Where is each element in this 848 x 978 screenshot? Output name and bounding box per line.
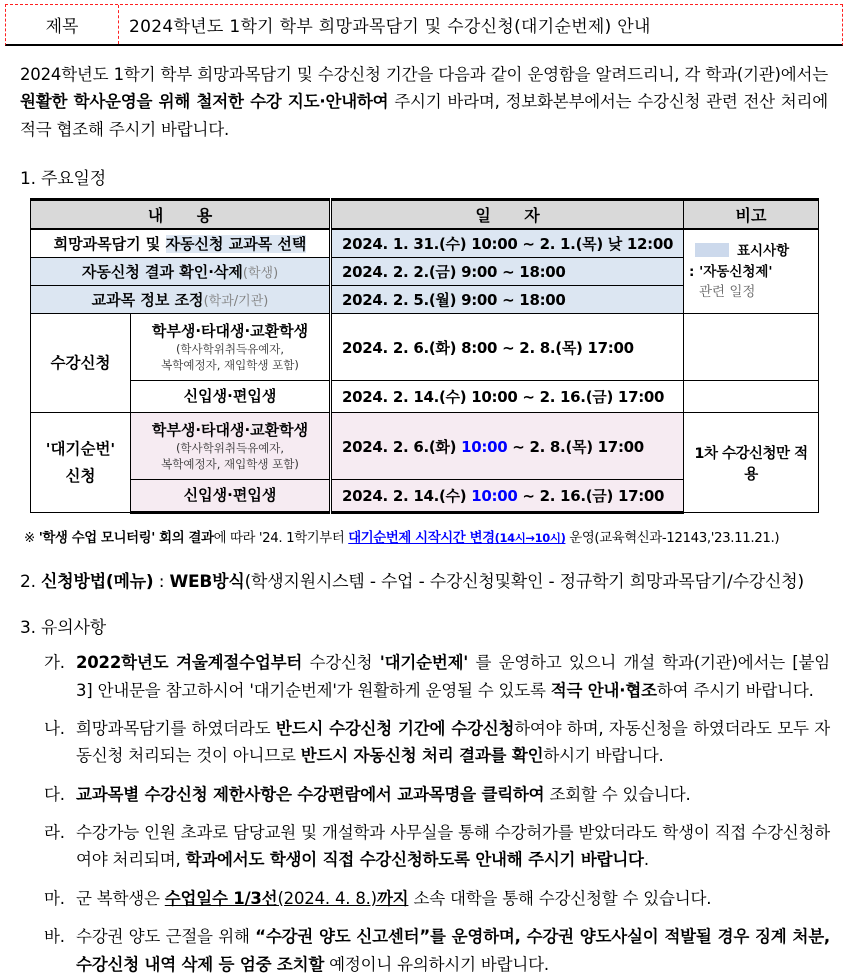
schedule-heading: 1. 주요일정 xyxy=(20,169,106,190)
table-row xyxy=(31,229,819,258)
text-segment-sub: 복학예정자, 재입학생 포함) xyxy=(161,457,299,471)
note-item-ra xyxy=(44,819,830,874)
text-segment-bold: WEB방식 xyxy=(169,572,245,593)
text-segment: 운영(교육혁신과-12143,'23.11.21.) xyxy=(565,531,780,547)
text-segment: 소속 대학을 통해 수강신청할 수 있습니다. xyxy=(408,888,712,908)
date-cell: 2024. 1. 31.(수) 10:00 ∼ 2. 1.(목) 낮 12:00 xyxy=(331,229,684,258)
item-marker: 다. xyxy=(44,784,65,804)
text-segment: 하시기 바랍니다. xyxy=(543,746,664,766)
header-date: 일 자 xyxy=(331,200,684,230)
note-line: 관련 일정 xyxy=(699,283,756,300)
title-table xyxy=(5,4,843,46)
item-text xyxy=(76,781,830,808)
table-row xyxy=(31,314,819,381)
method-heading xyxy=(20,567,848,592)
text-segment-bold: 2022학년도 겨울계절수업부터 xyxy=(76,653,303,673)
note-item-na xyxy=(44,715,830,770)
schedule-footnote xyxy=(24,527,848,546)
text-segment-bold: 학과에서도 학생이 직접 수강신청하도록 안내해 주시기 바랍니다 xyxy=(185,850,644,870)
table-row xyxy=(31,381,819,413)
text-segment: : xyxy=(153,572,170,593)
text-segment: 예정이니 유의하시기 바랍니다. xyxy=(324,954,549,974)
note-item-ma xyxy=(44,885,830,912)
text-segment: 희망과목담기 및 xyxy=(53,235,166,254)
text-segment: 를 운영하고 있으니 개설 학과(기관)에서는 [붙임 3] 안내문을 참고하시어 '대기순번제'가 원활하게 운영될 수 있도록 xyxy=(76,653,831,700)
title-value-cell xyxy=(119,5,842,44)
text-segment: 자동신청 결과 확인·삭제 xyxy=(81,263,243,282)
notes-heading: 3. 유의사항 xyxy=(20,618,106,639)
intro-paragraph xyxy=(20,61,828,143)
text-segment-bold-underline: 수업일수 1/3선 xyxy=(164,888,278,908)
text-segment: 교과목 정보 조정 xyxy=(91,291,204,310)
text-segment-underline: (2024. 4. 8.) xyxy=(277,888,377,908)
note-cell-empty xyxy=(684,314,819,381)
title-label-cell xyxy=(6,5,119,44)
highlight-swatch-icon xyxy=(695,243,729,257)
subgroup-cell xyxy=(131,314,331,381)
text-segment-bold: 반드시 자동신청 처리 결과를 확인 xyxy=(300,746,544,766)
date-cell xyxy=(331,480,684,513)
table-header-row xyxy=(31,200,819,230)
text-segment: (학생지원시스템 - 수업 - 수강신청및확인 - 정규학기 희망과목담기/수강신청) xyxy=(244,572,804,593)
note-line xyxy=(689,241,813,261)
item-text xyxy=(76,923,830,978)
date-cell: 2024. 2. 5.(월) 9:00 ∼ 18:00 xyxy=(331,286,684,314)
text-segment-bold: 학부생·타대생·교환학생 xyxy=(151,321,309,340)
content-cell xyxy=(31,229,331,258)
note-line: : '자동신청제' xyxy=(689,263,773,280)
text-segment-sub: (학사학위취득유예자, xyxy=(175,441,285,456)
text-segment: 하여 주시기 바랍니다. xyxy=(656,680,814,700)
text-segment-sub: 복학예정자, 재입학생 포함) xyxy=(161,358,299,372)
text-segment-bold: 학부생·타대생·교환학생 xyxy=(151,420,309,439)
text-segment-bold: '대기순번' xyxy=(45,440,116,459)
header-note: 비고 xyxy=(684,200,819,230)
item-marker: 바. xyxy=(44,927,65,947)
note-cell: 1차 수강신청만 적용 xyxy=(684,413,819,513)
emphasis-link-text: 대기순번제 시작시간 변경 xyxy=(348,531,495,547)
text-segment-bold: “수강권 양도 신고센터”를 운영하며, 수강권 양도사실이 적발될 경우 징계 처분, 수강신청 내역 삭제 등 엄중 조치할 xyxy=(76,927,830,974)
document-title: 2024학년도 1학기 학부 희망과목담기 및 수강신청(대기순번제) 안내 xyxy=(129,17,651,37)
table-row xyxy=(31,413,819,480)
group-label-cell: 수강신청 xyxy=(31,314,131,413)
text-segment: ∼ 2. 8.(목) 17:00 xyxy=(507,437,644,456)
text-segment: 2024. 2. 6.(화) xyxy=(342,437,462,456)
note-item-ga xyxy=(44,649,830,704)
text-segment: 희망과목담기를 하였더라도 xyxy=(76,718,276,738)
text-segment: . xyxy=(643,850,649,870)
title-label: 제목 xyxy=(45,17,79,37)
text-segment: 수강권 양도 근절을 위해 xyxy=(76,927,256,947)
item-text xyxy=(76,715,830,770)
text-segment: 조회할 수 있습니다. xyxy=(544,784,691,804)
text-segment-sub: (학사학위취득유예자, xyxy=(175,342,285,357)
text-segment: 군 복학생은 xyxy=(76,888,165,908)
text-segment-bold: 신청 xyxy=(65,466,96,485)
subgroup-cell: 신입생·편입생 xyxy=(131,480,331,513)
text-segment: ∼ 2. 16.(금) 17:00 xyxy=(517,487,665,506)
date-cell: 2024. 2. 2.(금) 9:00 ∼ 18:00 xyxy=(331,258,684,286)
text-segment: 수강신청 xyxy=(302,653,380,673)
text-segment: 2. xyxy=(20,572,42,593)
note-cell xyxy=(684,229,819,314)
text-segment: 주시기 바라며, 정보화본부에서는 수강신청 관련 전산 처리에 적극 협조해 주시기 바랍니다. xyxy=(20,92,828,139)
note-item-ba xyxy=(44,923,830,978)
text-segment: 2024. 2. 14.(수) xyxy=(342,487,472,506)
item-marker: 나. xyxy=(44,718,65,738)
subgroup-cell xyxy=(131,413,331,480)
content-cell xyxy=(31,286,331,314)
text-segment: 하여야 하며, 자동신청을 하였더라도 모두 자동신청 처리되는 것이 아니므로 xyxy=(76,718,830,766)
schedule-table xyxy=(30,198,819,514)
time-highlight: 10:00 xyxy=(461,437,508,456)
text-segment-bold-underline: 까지 xyxy=(376,888,409,908)
subgroup-cell: 신입생·편입생 xyxy=(131,381,331,413)
text-segment-bold: 신청방법(메뉴) xyxy=(41,572,154,593)
item-marker: 라. xyxy=(44,823,65,842)
note-item-da xyxy=(44,781,830,808)
content-cell xyxy=(31,258,331,286)
text-segment-bold: '학생 수업 모니터링' 회의 결과 xyxy=(38,531,214,547)
text-segment: ※ xyxy=(24,531,39,547)
text-segment: 2024학년도 1학기 학부 희망과목담기 및 수강신청 기간을 다음과 같이 운영함을 알려드리니, 각 학과(기관)에서는 xyxy=(20,65,828,84)
item-marker: 마. xyxy=(44,888,65,908)
item-text xyxy=(76,885,830,912)
item-marker: 가. xyxy=(44,653,65,673)
date-cell xyxy=(331,413,684,480)
text-segment: 수강가능 인원 초과로 담당교원 및 개설학과 사무실을 통해 수강허가를 받았더라도 학생이 직접 수강신청하여야 처리되며, xyxy=(76,823,830,870)
item-text xyxy=(76,649,830,704)
time-highlight: 10:00 xyxy=(471,487,518,506)
text-segment-bold: 반드시 수강신청 기간에 수강신청 xyxy=(275,718,515,738)
text-segment-bold: 원활한 학사운영을 위해 철저한 수강 지도·안내하여 xyxy=(20,92,389,112)
text-segment: 에 따라 '24. 1학기부터 xyxy=(213,531,349,547)
emphasis-link-small: (14시→10시) xyxy=(494,531,566,546)
item-text xyxy=(76,819,830,874)
text-segment-bold: '대기순번제' xyxy=(379,653,469,673)
text-segment-sub: (학생) xyxy=(242,266,279,282)
header-content: 내 용 xyxy=(31,200,331,230)
text-segment-bold: 교과목별 수강신청 제한사항은 수강편람에서 교과목명을 클릭하여 xyxy=(76,784,545,804)
date-cell: 2024. 2. 14.(수) 10:00 ∼ 2. 16.(금) 17:00 xyxy=(331,381,684,413)
highlighted-text: 자동신청 교과목 선택 xyxy=(165,235,307,254)
text-segment-bold: 적극 안내·협조 xyxy=(550,680,657,700)
group-label-cell xyxy=(31,413,131,513)
note-cell-empty xyxy=(684,381,819,413)
text-segment-bold: 표시사항 xyxy=(737,243,790,260)
text-segment-sub: (학과/기관) xyxy=(203,294,269,310)
date-cell: 2024. 2. 6.(화) 8:00 ∼ 2. 8.(목) 17:00 xyxy=(331,314,684,381)
